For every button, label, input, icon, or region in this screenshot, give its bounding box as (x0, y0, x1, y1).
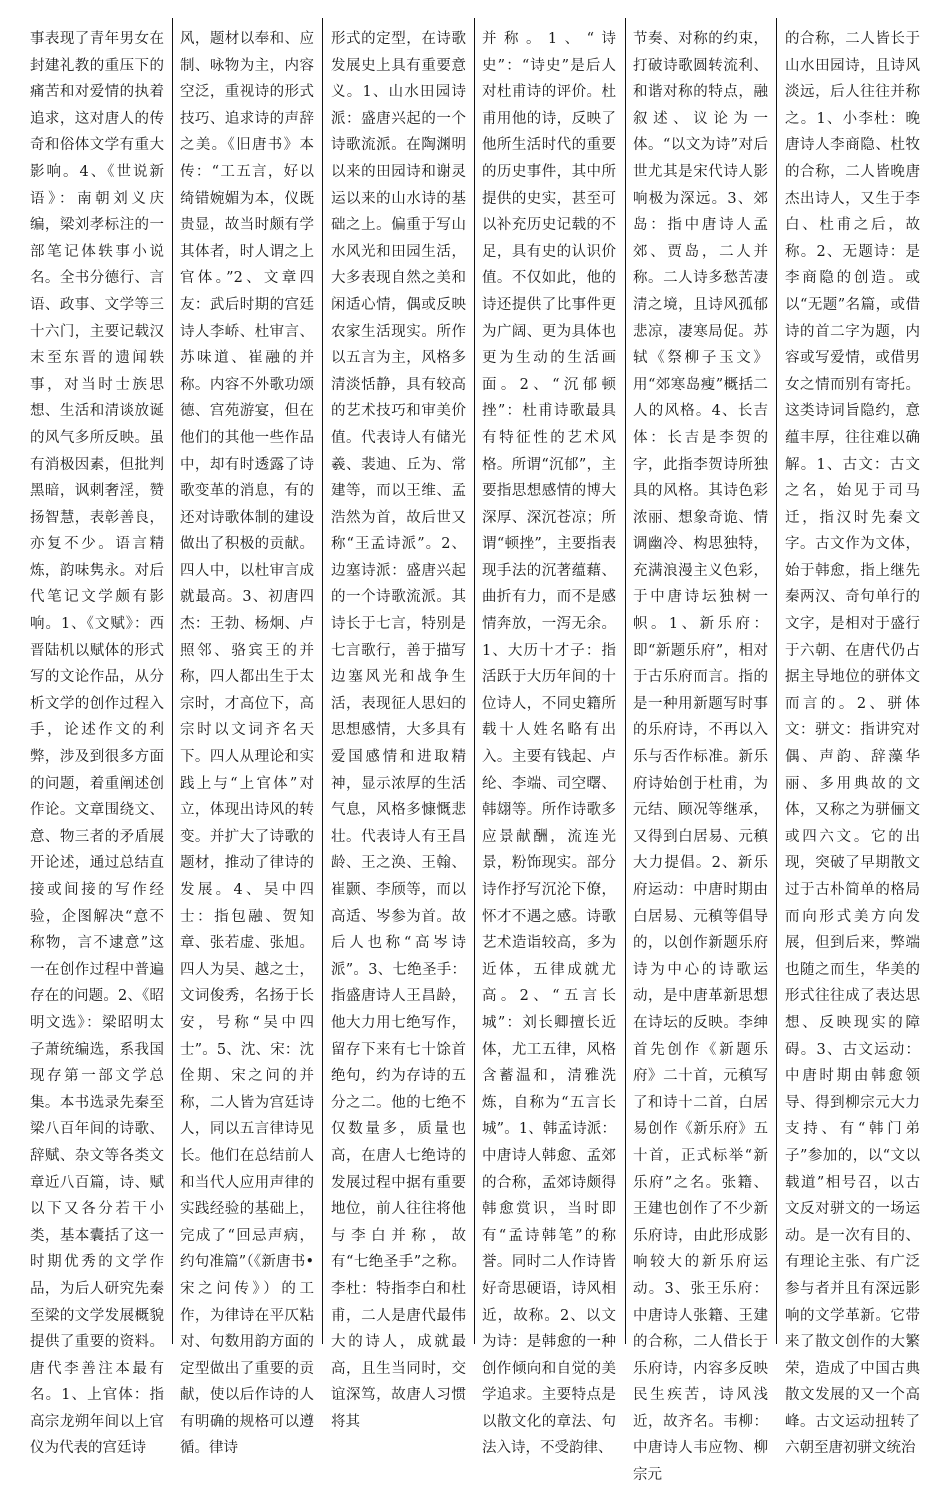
text-column-3: 形式的定型，在诗歌发展史上具有重要意义。1、山水田园诗派：盛唐兴起的一个诗歌流派。在陶渊明以来的田园诗和谢灵运以来的山水诗的基础之上。偏重于写山水风光和田园生活，大多表现自然之美和闲适心情，偶或反映农家生活现实。所作以五言为主，风格多清淡恬静，具有较高的艺术技巧和审美价值。代表诗人有储光羲、裴迪、丘为、常建等，而以王维、孟浩然为首，故后世又称“王孟诗派”。2、边塞诗派：盛唐兴起的一个诗歌流派。其诗长于七言，特别是七言歌行，善于描写边塞风光和战争生活，表现征人思妇的思想感情，大多具有爱国感情和进取精神，显示浓厚的生活气息，风格多慷慨悲壮。代表诗人有王昌龄、王之涣、王翰、崔颢、李颀等，而以高适、岑参为首。故后人也称“高岑诗派”。3、七绝圣手：指盛唐诗人王昌龄，他大力用七绝写作，留存下来有七十馀首绝句，约为存诗的五分之二。他的七绝不仅数量多，质量也高，在唐人七绝诗的发展过程中据有重要地位，前人往往将他与李白并称，故有“七绝圣手”之称。李杜：特指李白和杜甫，二人是唐代最伟大的诗人，成就最高，且生当同时，交谊深笃，故唐人习惯将其 (331, 31, 466, 1430)
column-divider (322, 18, 323, 1344)
column-divider (776, 18, 777, 1344)
column-divider (172, 18, 173, 1344)
text-column-5: 节奏、对称的约束，打破诗歌圆转流利、和谐对称的特点，融叙述、议论为一体。“以文为诗”对后世尤其是宋代诗人影响极为深远。3、郊岛：指中唐诗人孟郊、贾岛，二人并称。二人诗多愁苦凄清之境，且诗风孤郁悲凉，凄寒局促。苏轼《祭柳子玉文》用“郊寒岛瘦”概括二人的风格。4、长吉体：长吉是李贺的字，此指李贺诗所独具的风格。其诗色彩浓丽、想象奇诡、情调幽冷、构思独特，充满浪漫主义色彩，于中唐诗坛独树一帜。1、新乐府：即“新题乐府”，相对于古乐府而言。指的是一种用新题写时事的乐府诗，不再以入乐与否作标准。新乐府诗始创于杜甫，为元结、顾况等继承，又得到白居易、元稹大力提倡。2、新乐府运动：中唐时期由白居易、元稹等倡导的，以创作新题乐府诗为中心的诗歌运动，是中唐革新思想在诗坛的反映。李绅首先创作《新题乐府》二十首，元稹写了和诗十二首，白居易创作《新乐府》五十首，正式标举“新乐府”之名。张籍、王建也创作了不少新乐府诗，由此形成影响较大的新乐府运动。3、张王乐府：中唐诗人张籍、王建的合称，二人借长于乐府诗，内容多反映民生疾苦，诗风浅近，故齐名。韦柳：中唐诗人韦应物、柳宗元 (633, 31, 768, 1484)
text-column-2: 风，题材以奉和、应制、咏物为主，内容空泛，重视诗的形式技巧、追求诗的声辞之美。《旧唐书》本传：“工五言，好以绮错婉媚为本，仪既贵显，故当时颇有学其体者，时人谓之上官体。”2、文章四友：武后时期的宫廷诗人李峤、杜审言、苏味道、崔融的并称。内容不外歌功颂德、宫苑游宴，但在他们的其他一些作品中，却有时透露了诗歌变革的消息，有的还对诗歌体制的建设做出了积极的贡献。四人中，以杜审言成就最高。3、初唐四杰：王勃、杨炯、卢照邻、骆宾王的并称，四人都出生于太宗时，才高位下，高宗时以文词齐名天下。四人从理论和实践上与“上官体”对立，体现出诗风的转变。并扩大了诗歌的题材，推动了律诗的发展。4、吴中四士：指包融、贺知章、张若虚、张旭。四人为吴、越之士，文词俊秀，名扬于长安，号称“吴中四士”。5、沈、宋：沈佺期、宋之问的并称，二人皆为宫廷诗人，同以五言律诗见长。他们在总结前人和当代人应用声律的实践经验的基础上，完成了“回忌声病，约句准篇”（《新唐书•宋之问传》）的工作，为律诗在平仄粘对、句数用韵方面的定型做出了重要的贡献，使以后作诗的人有明确的规格可以遵循。律诗 (180, 31, 314, 1457)
text-column-6: 的合称，二人皆长于山水田园诗，且诗风淡远，后人往往并称之。1、小李杜：晚唐诗人李商隐、杜牧的合称，二人皆晚唐杰出诗人，又生于李白、杜甫之后，故称。2、无题诗：是李商隐的创造。或以“无题”名篇，或借诗的首二字为题，内容或写爱情，或借男女之情而别有寄托。这类诗词旨隐约，意蕴丰厚，往往难以确解。1、古文：古文之名，始见于司马迁，指汉时先秦文字。古文作为文体，始于韩愈，指上继先秦两汉、奇句单行的文字，是相对于盛行于六朝、在唐代仍占据主导地位的骈体文而言的。2、骈体文：骈文：指讲究对偶、声韵、辞藻华丽、多用典故的文体，又称之为骈俪文或四六文。它的出现，突破了早期散文过于古朴简单的格局而向形式美方向发展，但到后来，弊端也随之而生，华美的形式往往成了表达思想、反映现实的障碍。3、古文运动：中唐时期由韩愈领导、得到柳宗元大力支持、有“韩门弟子”参加的，以“文以载道”相号召，以古文反对骈文的一场运动。是一次有目的、有理论主张、有广泛参与者并且有深远影响的文学革新。它带来了散文创作的大繁荣，造成了中国古典散文发展的又一个高峰。古文运动扭转了六朝至唐初骈文统治 (785, 31, 920, 1457)
column-divider (474, 18, 475, 1344)
column-divider (625, 18, 626, 1344)
text-column-4: 并称。1、“诗史”：“诗史”是后人对杜甫诗的评价。杜甫用他的诗，反映了他所生活时代的重要的历史事件，其中所提供的史实，甚至可以补充历史记载的不足，具有史的认识价值。不仅如此，他的诗还提供了比事件更为广阔、更为具体也更为生动的生活画面。2、“沉郁顿挫”：杜甫诗歌最具有特征性的艺术风格。所谓“沉郁”，主要指思想感情的博大深厚、深沉苍凉；所谓“顿挫”，主要指表现手法的沉著蕴藉、曲折有力，而不是感情奔放，一泻无余。1、大历十才子：指活跃于大历年间的十位诗人，不同史籍所载十人姓名略有出入。主要有钱起、卢纶、李端、司空曙、韩翃等。所作诗歌多应景献酬，流连光景，粉饰现实。部分诗作抒写沉沦下僚，怀才不遇之感。诗歌艺术造诣较高，多为近体，五律成就尤高。2、“五言长城”：刘长卿擅长近体，尤工五律，风格含蓄温和，清雅洗炼，自称为“五言长城”。1、韩孟诗派：中唐诗人韩愈、孟郊的合称，孟郊诗颇得韩愈赏识，当时即有“孟诗韩笔”的称誉。同时二人作诗皆好奇思硬语，诗风相近，故称。2、以文为诗：是韩愈的一种创作倾向和自觉的美学追求。主要特点是以散文化的章法、句法入诗，不受韵律、 (482, 31, 616, 1457)
text-column-1: 事表现了青年男女在封建礼教的重压下的痛苦和对爱情的执着追求，这对唐人的传奇和俗体文学有重大影响。4、《世说新语》：南朝刘义庆编，梁刘孝标注的一部笔记体轶事小说名。全书分德行、言语、政事、文学等三十六门，主要记载汉末至东晋的遗闻轶事，对当时士族思想、生活和清谈放诞的风气多所反映。虽有消极因素，但批判黑暗，讽刺奢淫，赞扬智慧，表彰善良，亦复不少。语言精炼，韵味隽永。对后代笔记文学颇有影响。1、《文赋》：西晋陆机以赋体的形式写的文论作品，从分析文学的创作过程入手，论述作文的利弊，涉及到很多方面的问题，着重阐述创作论。文章围绕文、意、物三者的矛盾展开论述，通过总结直接或间接的写作经验，企图解决“意不称物，言不逮意”这一在创作过程中普遍存在的问题。2、《昭明文选》：梁昭明太子萧统编选，系我国现存第一部文学总集。本书选录先秦至梁八百年间的诗歌、辞赋、杂文等各类文章近八百篇，诗、赋以下又各分若干小类，基本囊括了这一时期优秀的文学作品，为后人研究先秦至梁的文学发展概貌提供了重要的资料。唐代李善注本最有名。1、上官体：指高宗龙朔年间以上官仪为代表的宫廷诗 (30, 31, 164, 1457)
